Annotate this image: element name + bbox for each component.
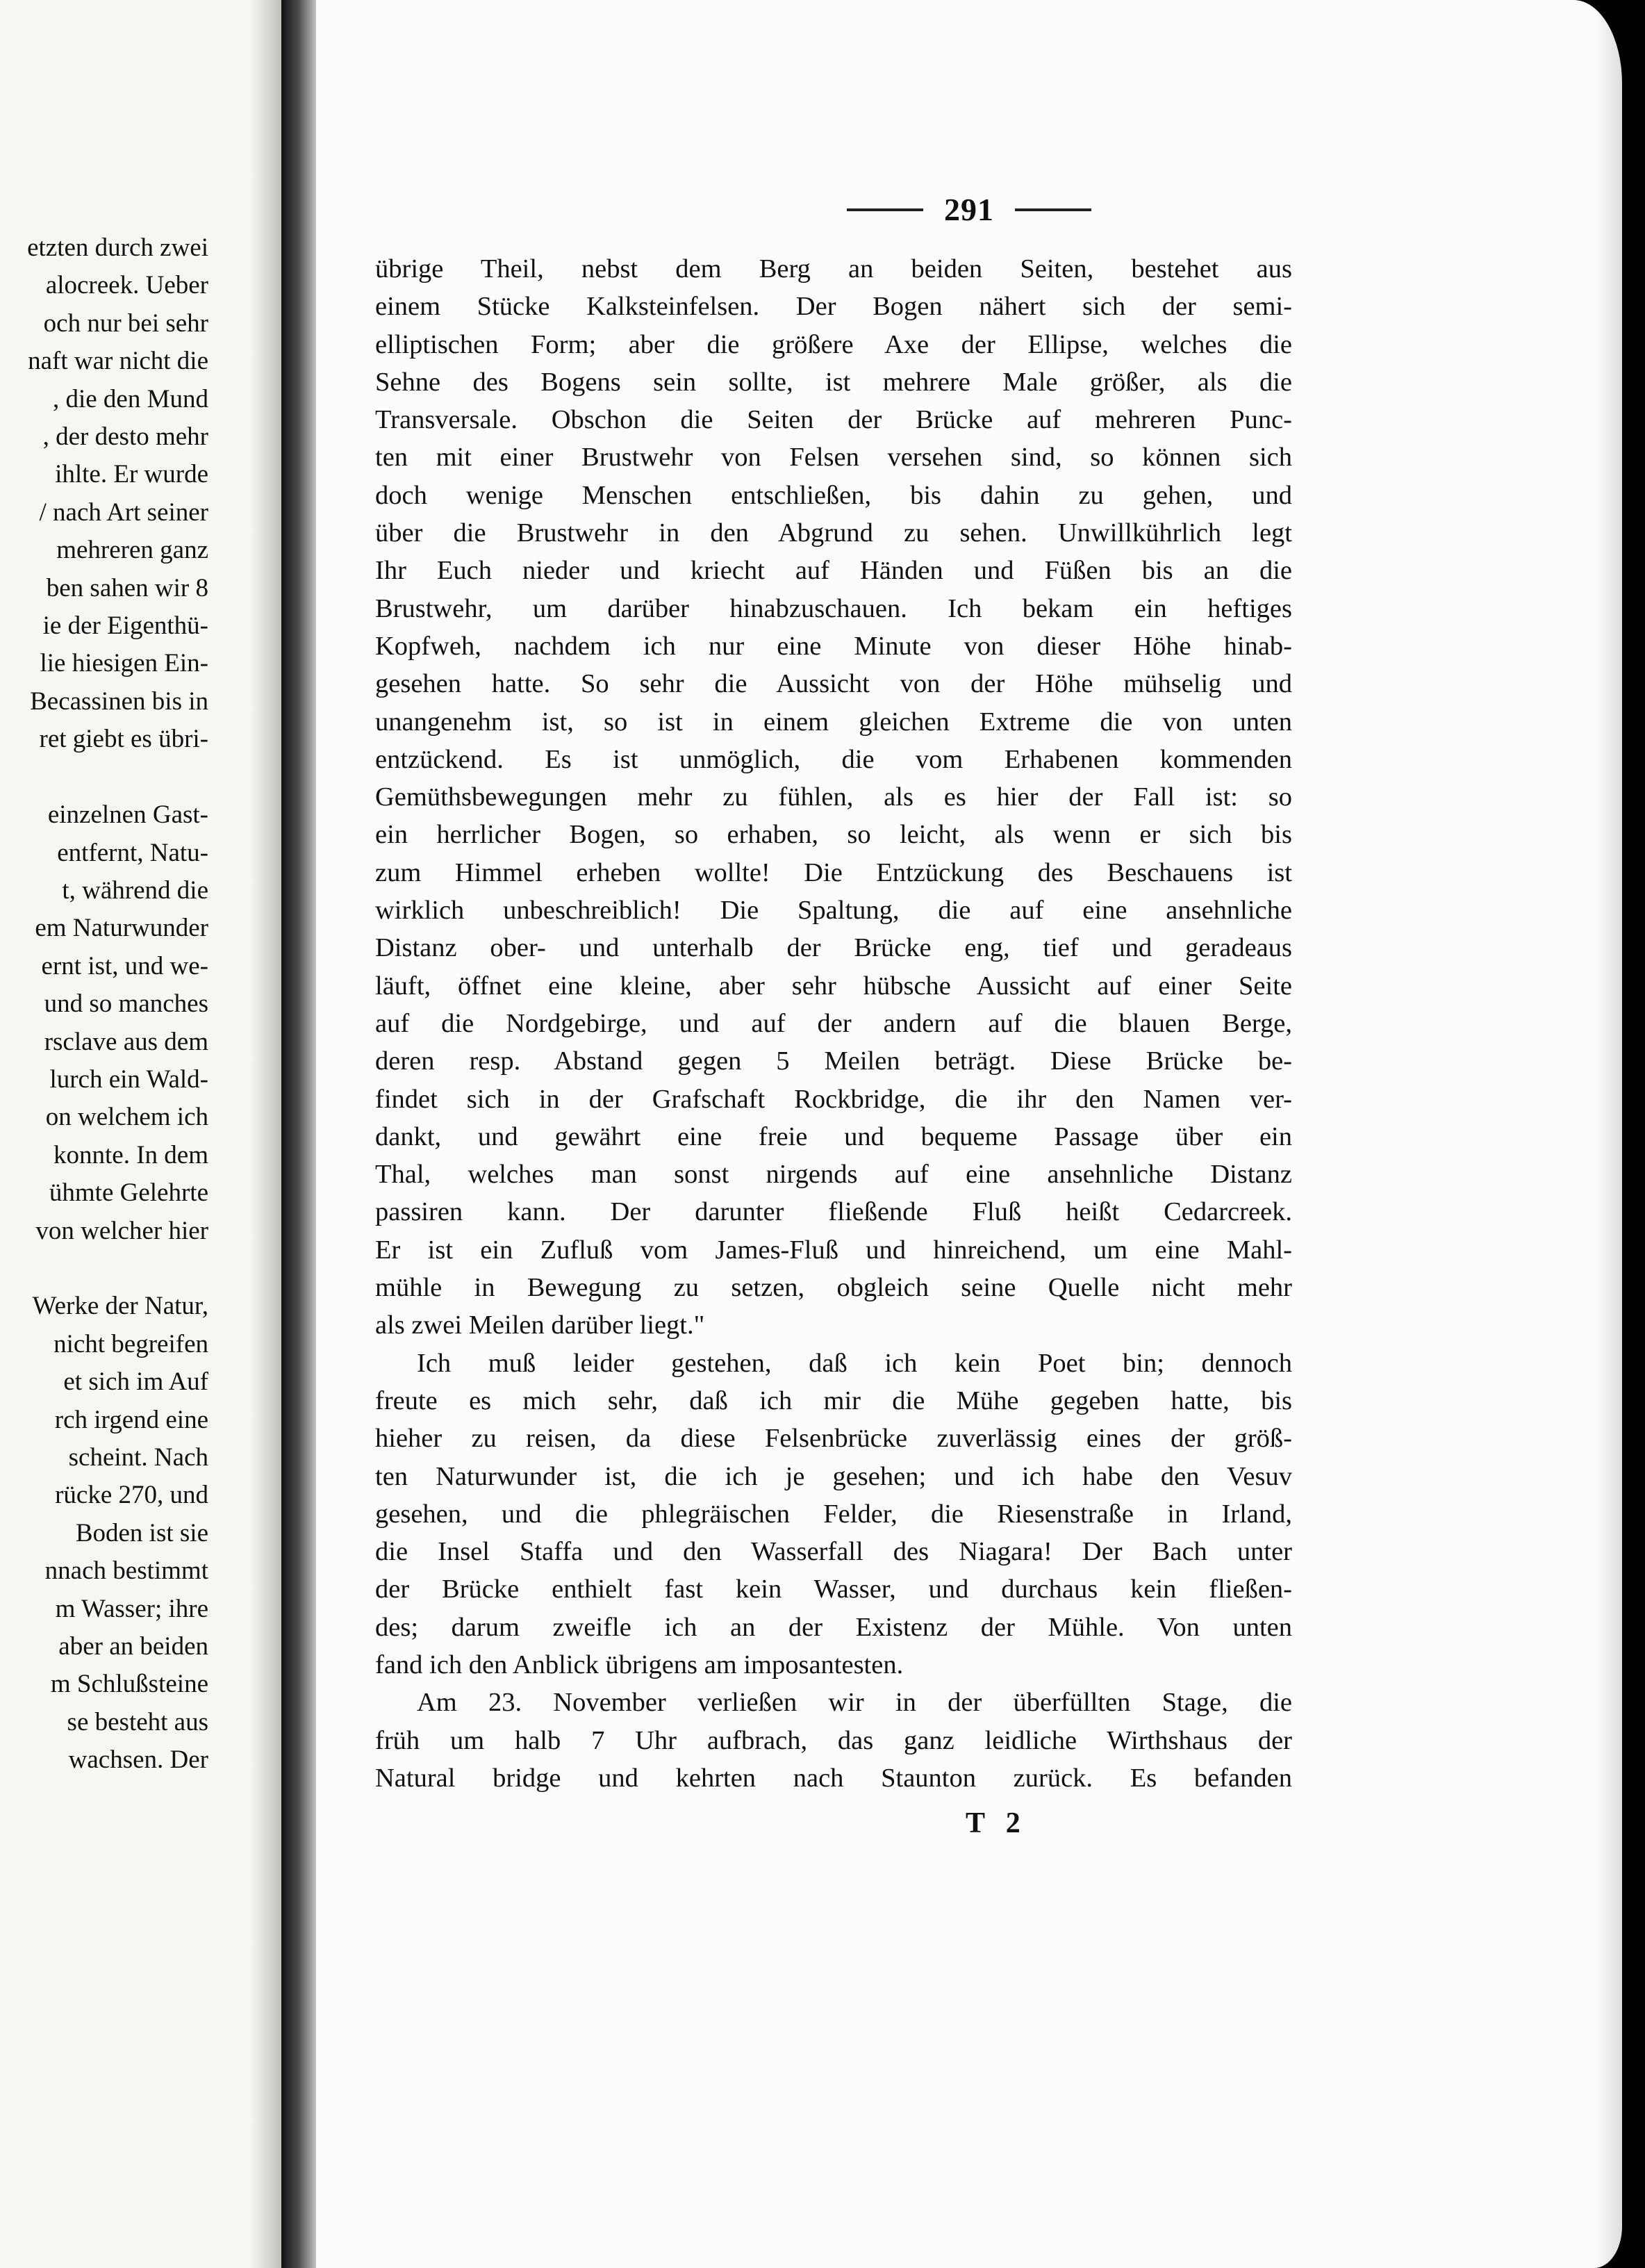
previous-page-line: wachsen. Der — [68, 1745, 208, 1775]
previous-page-line: se besteht aus — [67, 1707, 208, 1736]
previous-page-line: rsclave aus dem — [44, 1027, 208, 1056]
text-line: als zwei Meilen darüber liegt." — [375, 1310, 705, 1340]
text-line: gesehen, und die phlegräischen Felder, die Riesenstraße in Irland, — [375, 1499, 1292, 1529]
previous-page-line: em Naturwunder — [35, 914, 208, 943]
previous-page-line — [0, 759, 208, 796]
previous-page-fragment — [0, 0, 292, 2268]
text-line: hieher zu reisen, da diese Felsenbrücke zuverlässig eines der größ- — [375, 1424, 1292, 1454]
text-line: entzückend. Es ist unmöglich, die vom Erhabenen kommenden — [375, 744, 1292, 774]
header-rule-right — [1015, 208, 1091, 211]
text-line: Ihr Euch nieder und kriecht auf Händen und Füßen bis an die — [375, 556, 1292, 586]
text-line: fand ich den Anblick übrigens am imposantesten. — [375, 1650, 904, 1679]
page-number: 291 — [944, 192, 994, 227]
previous-page-line: ben sahen wir 8 — [46, 573, 208, 602]
text-line: Ich muß leider gestehen, daß ich kein Poet bin; dennoch — [417, 1348, 1292, 1378]
text-line: deren resp. Abstand gegen 5 Meilen beträgt. Diese Brücke be- — [375, 1046, 1292, 1076]
previous-page-line: , die den Mund — [52, 384, 208, 413]
previous-page-line: ret giebt es übri- — [39, 725, 208, 754]
text-line: dankt, und gewährt eine freie und bequeme Passage über ein — [375, 1121, 1292, 1151]
previous-page-line: lie hiesigen Ein- — [40, 649, 208, 678]
previous-page-line: Boden ist sie — [75, 1518, 208, 1547]
text-line: über die Brustwehr in den Abgrund zu sehen. Unwillkührlich legt — [375, 518, 1292, 548]
text-line: Thal, welches man sonst nirgends auf eine ansehnliche Distanz — [375, 1160, 1292, 1190]
previous-page-line: on welchem ich — [45, 1103, 208, 1132]
text-line: unangenehm ist, so ist in einem gleichen Extreme die von unten — [375, 707, 1292, 737]
previous-page-line: rch irgend eine — [54, 1405, 208, 1434]
previous-page-line: ie der Eigenthü- — [42, 611, 208, 641]
previous-page-line: och nur bei sehr — [43, 309, 208, 338]
previous-page-line: scheint. Nach — [68, 1443, 208, 1472]
text-line: einem Stücke Kalksteinfelsen. Der Bogen nähert sich der semi- — [375, 292, 1292, 322]
previous-page-line: aber an beiden — [58, 1632, 208, 1661]
previous-page-line: t, während die — [62, 876, 208, 905]
previous-page-line: naft war nicht die — [28, 347, 208, 376]
text-line: Sehne des Bogens sein sollte, ist mehrere Male größer, als die — [375, 367, 1292, 397]
previous-page-line: et sich im Auf — [63, 1367, 208, 1397]
text-line: Brustwehr, um darüber hinabzuschauen. Ich bekam ein heftiges — [375, 593, 1292, 623]
text-line: doch wenige Menschen entschließen, bis dahin zu gehen, und — [375, 480, 1292, 510]
signature-mark: T 2 — [966, 1807, 1027, 1839]
previous-page-line: / nach Art seiner — [39, 498, 208, 527]
text-line: Er ist ein Zufluß vom James-Fluß und hinreichend, um eine Mahl- — [375, 1235, 1292, 1265]
previous-page-line: nicht begreifen — [53, 1329, 208, 1358]
text-line: passiren kann. Der darunter fließende Fluß heißt Cedarcreek. — [375, 1197, 1292, 1227]
text-line: Gemüthsbewegungen mehr zu fühlen, als es hier der Fall ist: so — [375, 782, 1292, 812]
previous-page-line: von welcher hier — [35, 1216, 208, 1245]
header-rule-left — [847, 208, 923, 211]
text-line: des; darum zweifle ich an der Existenz der Mühle. Von unten — [375, 1612, 1292, 1642]
previous-page-text — [0, 229, 208, 1780]
previous-page-line — [0, 1250, 208, 1288]
text-line: ten Naturwunder ist, die ich je gesehen; und ich habe den Vesuv — [375, 1461, 1292, 1491]
previous-page-line: konnte. In dem — [53, 1140, 208, 1169]
text-line: Natural bridge und kehrten nach Staunton zurück. Es befanden — [375, 1763, 1292, 1793]
text-line: zum Himmel erheben wollte! Die Entzückung des Beschauens ist — [375, 857, 1292, 887]
text-line: gesehen hatte. So sehr die Aussicht von der Höhe mühselig und — [375, 669, 1292, 699]
previous-page-line: , der desto mehr — [42, 422, 208, 452]
previous-page-line: etzten durch zwei — [27, 233, 208, 262]
previous-page-line: ihlte. Er wurde — [55, 460, 208, 489]
previous-page-line: mehreren ganz — [56, 536, 208, 565]
text-line: läuft, öffnet eine kleine, aber sehr hübsche Aussicht auf einer Seite — [375, 971, 1292, 1001]
page-edge-shadow — [1594, 0, 1622, 2268]
previous-page-line: nnach bestimmt — [44, 1556, 208, 1586]
previous-page-line: entfernt, Natu- — [57, 838, 208, 867]
previous-page-line: alocreek. Ueber — [45, 271, 208, 300]
text-line: früh um halb 7 Uhr aufbrach, das ganz leidliche Wirthshaus der — [375, 1725, 1292, 1755]
text-line: elliptischen Form; aber die größere Axe der Ellipse, welches die — [375, 329, 1292, 359]
previous-page-line: rücke 270, und — [55, 1481, 208, 1510]
body-text — [375, 250, 1292, 1797]
previous-page-line: m Wasser; ihre — [55, 1594, 208, 1623]
text-line: findet sich in der Grafschaft Rockbridge, die ihr den Namen ver- — [375, 1084, 1292, 1114]
previous-page-line: Becassinen bis in — [30, 687, 208, 716]
text-line: Transversale. Obschon die Seiten der Brücke auf mehreren Punc- — [375, 405, 1292, 435]
page-header — [316, 191, 1622, 233]
previous-page-line: ühmte Gelehrte — [49, 1178, 208, 1208]
previous-page-line: und so manches — [44, 989, 208, 1019]
text-line: freute es mich sehr, daß ich mir die Mühe gegeben hatte, bis — [375, 1386, 1292, 1415]
text-line: Am 23. November verließen wir in der überfüllten Stage, die — [417, 1688, 1292, 1718]
previous-page-line: Werke der Natur, — [32, 1292, 208, 1321]
previous-page-line: einzelnen Gast- — [47, 800, 208, 830]
text-line: der Brücke enthielt fast kein Wasser, und durchaus kein fließen- — [375, 1575, 1292, 1604]
text-line: die Insel Staffa und den Wasserfall des Niagara! Der Bach unter — [375, 1537, 1292, 1567]
text-line: ten mit einer Brustwehr von Felsen versehen sind, so können sich — [375, 443, 1292, 472]
text-line: ein herrlicher Bogen, so erhaben, so leicht, als wenn er sich bis — [375, 820, 1292, 850]
previous-page-line: lurch ein Wald- — [49, 1065, 208, 1094]
text-line: übrige Theil, nebst dem Berg an beiden Seiten, bestehet aus — [375, 254, 1292, 284]
text-line: Kopfweh, nachdem ich nur eine Minute von dieser Höhe hinab- — [375, 631, 1292, 661]
text-line: Distanz ober- und unterhalb der Brücke eng, tief und geradeaus — [375, 933, 1292, 963]
text-line: auf die Nordgebirge, und auf der andern auf die blauen Berge, — [375, 1008, 1292, 1038]
previous-page-line: ernt ist, und we- — [41, 951, 208, 980]
text-line: mühle in Bewegung zu setzen, obgleich seine Quelle nicht mehr — [375, 1273, 1292, 1303]
text-line: wirklich unbeschreiblich! Die Spaltung, die auf eine ansehnliche — [375, 896, 1292, 926]
previous-page-line: m Schlußsteine — [50, 1670, 208, 1699]
